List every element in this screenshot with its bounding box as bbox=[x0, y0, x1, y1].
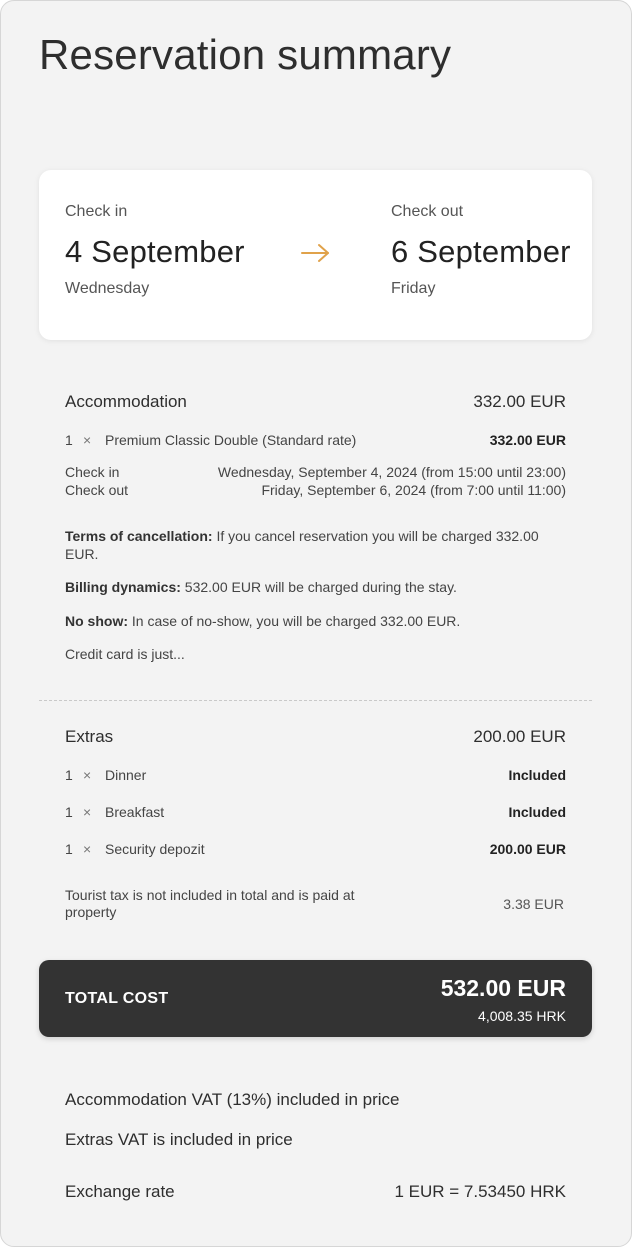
extras-item bbox=[65, 804, 566, 820]
extras-vat-note: Extras VAT is included in price bbox=[65, 1130, 293, 1149]
item-quantity: 1 bbox=[65, 841, 73, 857]
billing-label: Billing dynamics: bbox=[65, 579, 181, 595]
total-cost-bar bbox=[39, 960, 592, 1037]
check-in-day: Wednesday bbox=[65, 280, 150, 297]
check-out-block bbox=[391, 203, 571, 298]
total-cost-eur: 532.00 EUR bbox=[440, 975, 566, 1001]
item-price: 332.00 EUR bbox=[489, 432, 566, 448]
check-in-date: 4 September bbox=[65, 234, 245, 269]
multiply-icon: × bbox=[83, 804, 92, 820]
accommodation-vat-note: Accommodation VAT (13%) included in price bbox=[65, 1090, 400, 1109]
accommodation-amount: 332.00 EUR bbox=[473, 392, 566, 411]
accommodation-header bbox=[65, 392, 566, 412]
arrow-right-icon bbox=[301, 242, 331, 264]
check-out-date: 6 September bbox=[391, 234, 571, 269]
tourist-tax-amount: 3.38 EUR bbox=[503, 896, 564, 912]
item-name: Breakfast bbox=[105, 804, 165, 820]
check-out-label: Check out bbox=[391, 203, 464, 220]
extras-item bbox=[65, 767, 566, 783]
check-out-detail bbox=[65, 482, 566, 498]
cancellation-label: Terms of cancellation: bbox=[65, 528, 213, 544]
section-divider bbox=[39, 700, 592, 701]
billing-text: 532.00 EUR will be charged during the stay. bbox=[180, 579, 457, 595]
item-price: 200.00 EUR bbox=[489, 841, 566, 857]
no-show-label: No show: bbox=[65, 613, 128, 629]
check-out-day: Friday bbox=[391, 280, 436, 297]
total-cost-hrk: 4,008.35 HRK bbox=[478, 1008, 566, 1024]
cancellation-text: If you cancel reservation you will be charged 332.00 EUR. bbox=[65, 528, 539, 562]
multiply-icon: × bbox=[83, 432, 92, 448]
item-price: Included bbox=[508, 767, 566, 783]
page-title: Reservation summary bbox=[39, 31, 452, 78]
billing-dynamics bbox=[65, 578, 545, 596]
check-out-detail-label: Check out bbox=[65, 482, 129, 498]
item-name: Dinner bbox=[105, 767, 147, 783]
item-name: Premium Classic Double (Standard rate) bbox=[105, 432, 357, 448]
total-cost-label: TOTAL COST bbox=[65, 990, 169, 1007]
check-in-detail-value: Wednesday, September 4, 2024 (from 15:00 until 23:00) bbox=[217, 464, 566, 480]
accommodation-item bbox=[65, 432, 566, 448]
item-name: Security depozit bbox=[105, 841, 205, 857]
item-quantity: 1 bbox=[65, 767, 73, 783]
tourist-tax-note: Tourist tax is not included in total and is paid at property bbox=[65, 887, 355, 920]
item-price: Included bbox=[508, 804, 566, 820]
multiply-icon: × bbox=[83, 767, 92, 783]
exchange-rate-value: 1 EUR = 7.53450 HRK bbox=[394, 1182, 566, 1201]
multiply-icon: × bbox=[83, 841, 92, 857]
check-in-detail-label: Check in bbox=[65, 464, 120, 480]
accommodation-heading: Accommodation bbox=[65, 392, 187, 411]
cancellation-terms bbox=[65, 527, 545, 563]
exchange-rate-label: Exchange rate bbox=[65, 1182, 175, 1201]
item-quantity: 1 bbox=[65, 804, 73, 820]
extras-item bbox=[65, 841, 566, 857]
no-show-policy bbox=[65, 612, 545, 630]
exchange-rate-row bbox=[65, 1182, 566, 1202]
check-in-block bbox=[65, 203, 245, 298]
check-in-detail bbox=[65, 464, 566, 480]
no-show-text: In case of no-show, you will be charged 332.00 EUR. bbox=[128, 613, 461, 629]
extras-amount: 200.00 EUR bbox=[473, 727, 566, 746]
dates-card bbox=[39, 170, 592, 340]
check-out-detail-value: Friday, September 6, 2024 (from 7:00 until 11:00) bbox=[261, 482, 566, 498]
extras-header bbox=[65, 727, 566, 747]
credit-card-note: Credit card is just... bbox=[65, 646, 185, 662]
item-quantity: 1 bbox=[65, 432, 73, 448]
check-in-label: Check in bbox=[65, 203, 128, 220]
extras-heading: Extras bbox=[65, 727, 114, 746]
